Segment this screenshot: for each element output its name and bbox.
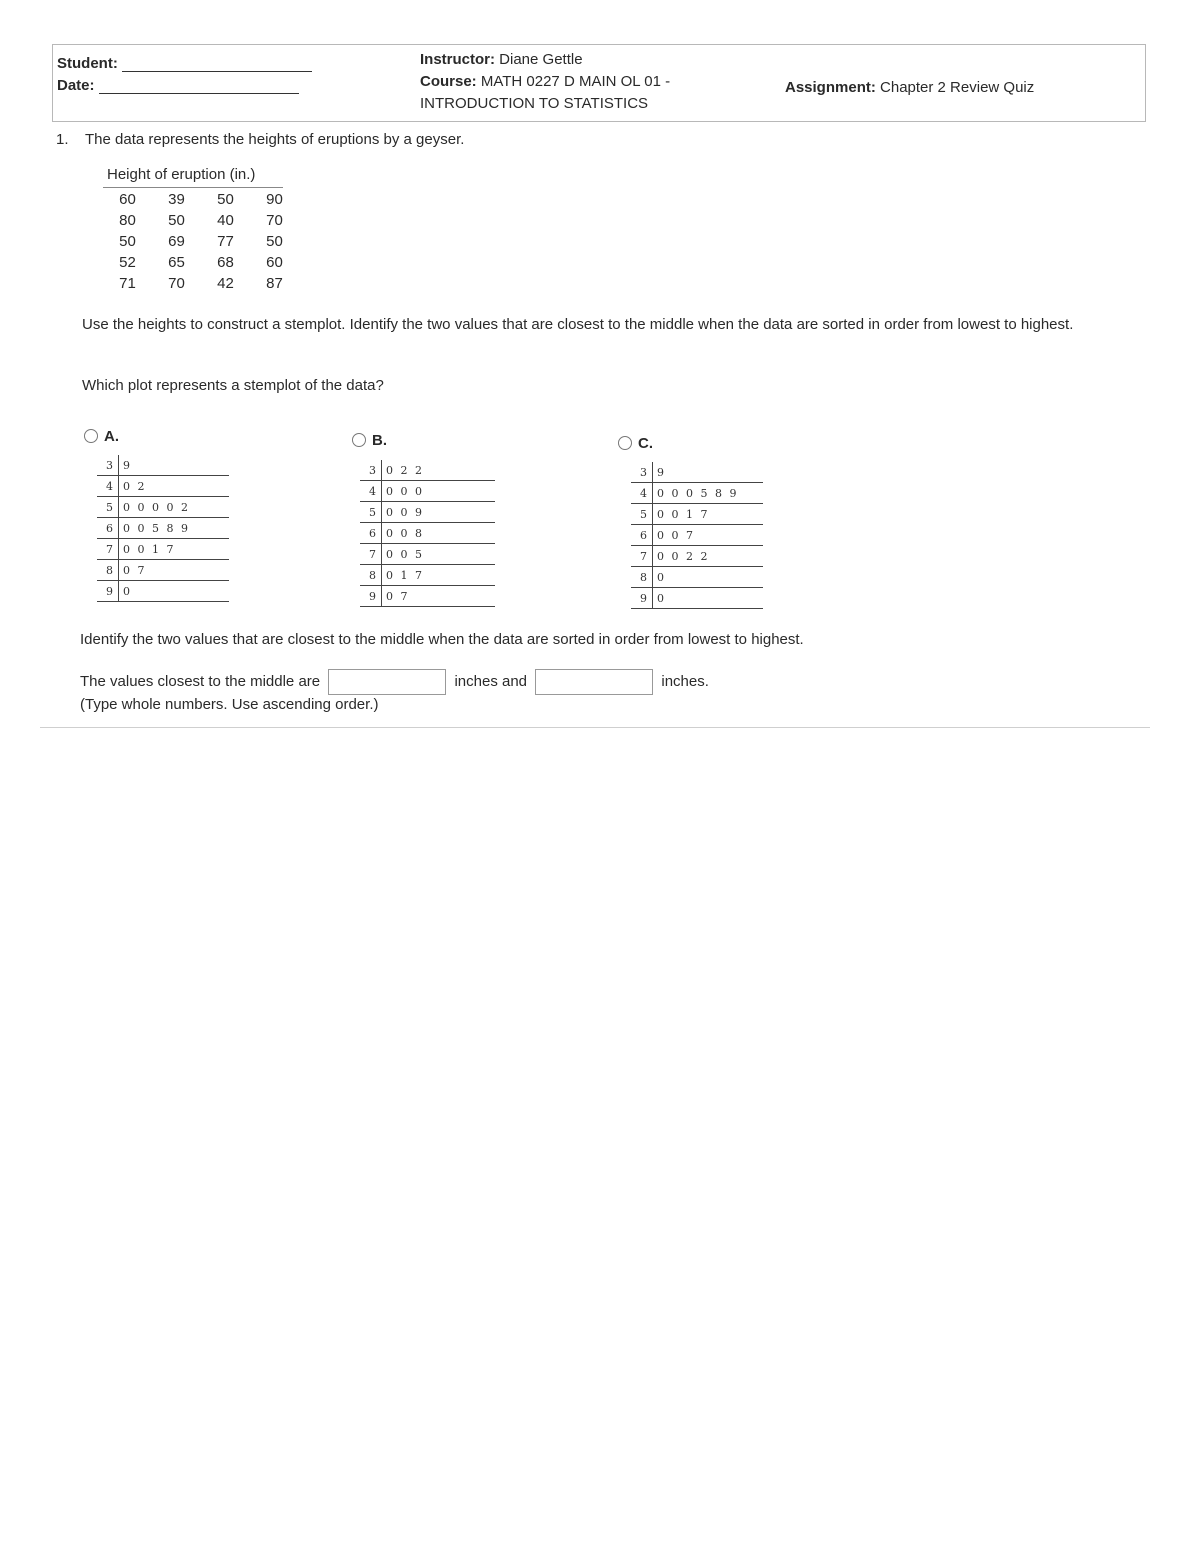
leaf-values: 0 0 8 — [386, 527, 424, 540]
option-b-label: B. — [372, 432, 387, 449]
stem-value: 6 — [369, 527, 378, 540]
date-field — [57, 77, 299, 94]
date-label: Date: — [57, 77, 95, 94]
stem-value: 7 — [106, 543, 115, 556]
data-table — [103, 189, 299, 294]
assignment-label: Assignment: — [785, 79, 876, 96]
leaf-values: 9 — [123, 459, 132, 472]
instructor-line — [420, 51, 583, 68]
student-field — [57, 55, 312, 72]
data-table-row — [103, 210, 299, 231]
answer-prefix: The values closest to the middle are — [80, 672, 321, 690]
leaf-values: 9 — [657, 466, 666, 479]
leaf-values: 0 2 — [123, 480, 147, 493]
stemplot-divider — [118, 455, 119, 602]
stem-value: 4 — [640, 487, 649, 500]
student-blank — [122, 57, 312, 72]
stemplot-row — [97, 455, 229, 476]
option-b[interactable] — [352, 432, 387, 449]
stemplot-divider — [652, 462, 653, 609]
data-table-cell: 69 — [168, 233, 185, 250]
stem-value: 6 — [640, 529, 649, 542]
stemplot-row — [97, 497, 229, 518]
stem-value: 7 — [369, 548, 378, 561]
data-table-cell: 90 — [266, 191, 283, 208]
data-table-row — [103, 189, 299, 210]
instructor-label: Instructor: — [420, 51, 495, 68]
leaf-values: 0 0 1 7 — [123, 543, 176, 556]
stemplot-a — [97, 455, 229, 602]
stem-value: 8 — [640, 571, 649, 584]
data-table-rule — [103, 187, 283, 188]
data-table-cell: 70 — [266, 212, 283, 229]
data-table-cell: 40 — [217, 212, 234, 229]
stem-value: 9 — [106, 585, 115, 598]
answer-middle: inches and — [454, 672, 528, 690]
stemplot-row — [631, 588, 763, 609]
leaf-values: 0 0 5 8 9 — [123, 522, 190, 535]
data-table-cell: 60 — [119, 191, 136, 208]
leaf-values: 0 1 7 — [386, 569, 424, 582]
answer-input-1[interactable] — [328, 669, 446, 695]
stem-value: 4 — [106, 480, 115, 493]
assignment-value: Chapter 2 Review Quiz — [880, 79, 1035, 96]
data-table-cell: 52 — [119, 254, 136, 271]
question-text: The data represents the heights of eruptions by a geyser. — [85, 131, 465, 148]
data-table-cell: 50 — [168, 212, 185, 229]
data-table-cell: 80 — [119, 212, 136, 229]
stem-value: 7 — [640, 550, 649, 563]
leaf-values: 0 — [657, 571, 666, 584]
data-table-cell: 42 — [217, 275, 234, 292]
data-table-cell: 68 — [217, 254, 234, 271]
instruction-text: Use the heights to construct a stemplot. Identify the two values that are closest to the middle when the data are sorted in order from lowest to highest. — [82, 316, 1074, 333]
stemplot-row — [97, 560, 229, 581]
assignment-line — [785, 79, 1034, 96]
stem-value: 8 — [369, 569, 378, 582]
answer-input-2[interactable] — [535, 669, 653, 695]
student-label: Student: — [57, 55, 118, 72]
date-blank — [99, 79, 299, 94]
stemplot-row — [631, 483, 763, 504]
data-table-cell: 77 — [217, 233, 234, 250]
data-table-cell: 65 — [168, 254, 185, 271]
data-table-cell: 87 — [266, 275, 283, 292]
leaf-values: 0 — [123, 585, 132, 598]
stem-value: 5 — [369, 506, 378, 519]
leaf-values: 0 0 2 2 — [657, 550, 710, 563]
stem-value: 4 — [369, 485, 378, 498]
identify-text: Identify the two values that are closest to the middle when the data are sorted in order from lowest to highest. — [80, 631, 804, 648]
data-table-title: Height of eruption (in.) — [107, 166, 256, 183]
leaf-values: 0 0 5 — [386, 548, 424, 561]
radio-a-icon[interactable] — [84, 429, 98, 443]
stem-value: 3 — [369, 464, 378, 477]
data-table-cell: 60 — [266, 254, 283, 271]
stemplot-divider — [381, 460, 382, 607]
question-number: 1. — [56, 131, 69, 148]
stem-value: 6 — [106, 522, 115, 535]
option-c[interactable] — [618, 435, 653, 452]
stemplot-row — [631, 546, 763, 567]
header-box — [52, 44, 1146, 122]
stem-value: 5 — [640, 508, 649, 521]
leaf-values: 0 0 0 — [386, 485, 424, 498]
data-table-cell: 50 — [266, 233, 283, 250]
course-line — [420, 73, 670, 90]
leaf-values: 0 7 — [123, 564, 147, 577]
stemplot-row — [631, 525, 763, 546]
stemplot-c — [631, 462, 763, 609]
course-line-2: INTRODUCTION TO STATISTICS — [420, 95, 649, 112]
course-label: Course: — [420, 73, 477, 90]
leaf-values: 0 0 1 7 — [657, 508, 710, 521]
data-table-row — [103, 273, 299, 294]
answer-hint: (Type whole numbers. Use ascending order.) — [80, 696, 379, 713]
stemplot-row — [97, 476, 229, 497]
answer-line — [80, 669, 709, 695]
stem-value: 9 — [369, 590, 378, 603]
data-table-cell: 39 — [168, 191, 185, 208]
leaf-values: 0 2 2 — [386, 464, 424, 477]
which-plot-text: Which plot represents a stemplot of the data? — [82, 377, 384, 394]
stemplot-row — [97, 539, 229, 560]
leaf-values: 0 0 0 0 2 — [123, 501, 190, 514]
stem-value: 5 — [106, 501, 115, 514]
data-table-cell: 71 — [119, 275, 136, 292]
option-a[interactable] — [84, 428, 119, 445]
data-table-cell: 70 — [168, 275, 185, 292]
stem-value: 8 — [106, 564, 115, 577]
stemplot-row — [631, 504, 763, 525]
data-table-cell: 50 — [217, 191, 234, 208]
data-table-cell: 50 — [119, 233, 136, 250]
bottom-rule — [40, 727, 1150, 728]
answer-suffix: inches. — [661, 672, 709, 690]
leaf-values: 0 0 0 5 8 9 — [657, 487, 739, 500]
leaf-values: 0 7 — [386, 590, 410, 603]
stemplot-row — [631, 567, 763, 588]
instructor-value: Diane Gettle — [499, 51, 583, 68]
stemplot-row — [97, 581, 229, 602]
stemplot-row — [97, 518, 229, 539]
radio-c-icon[interactable] — [618, 436, 632, 450]
leaf-values: 0 — [657, 592, 666, 605]
stemplot-row — [631, 462, 763, 483]
radio-b-icon[interactable] — [352, 433, 366, 447]
stemplot-b — [360, 460, 495, 607]
stem-value: 9 — [640, 592, 649, 605]
option-c-label: C. — [638, 435, 653, 452]
data-table-row — [103, 231, 299, 252]
stem-value: 3 — [106, 459, 115, 472]
data-table-row — [103, 252, 299, 273]
leaf-values: 0 0 9 — [386, 506, 424, 519]
course-value: MATH 0227 D MAIN OL 01 - — [480, 73, 671, 90]
leaf-values: 0 0 7 — [657, 529, 695, 542]
option-a-label: A. — [104, 428, 119, 445]
stem-value: 3 — [640, 466, 649, 479]
